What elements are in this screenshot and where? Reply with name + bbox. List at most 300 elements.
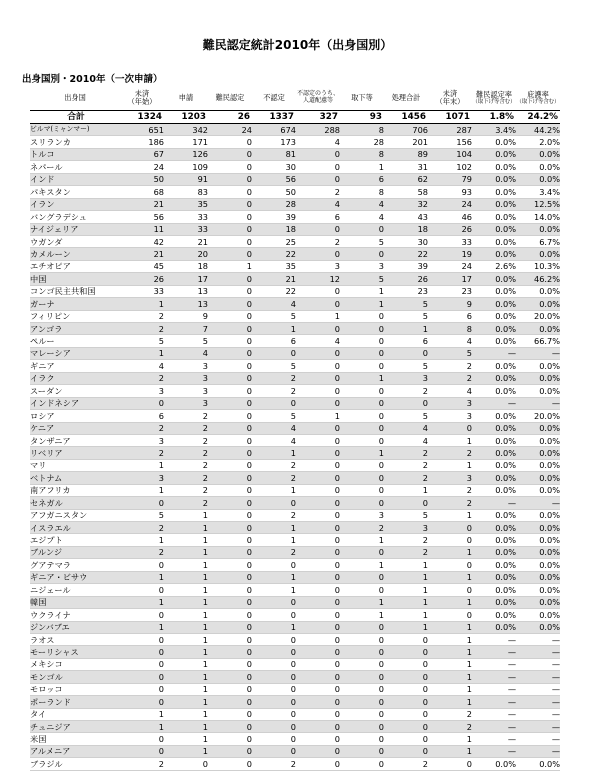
table-cell: 0 <box>208 198 252 210</box>
table-row <box>30 372 560 384</box>
table-cell: 2 <box>252 758 296 770</box>
table-cell: 0.0% <box>472 173 516 185</box>
table-cell: 0 <box>296 397 340 409</box>
table-cell: 5 <box>164 335 208 347</box>
table-cell: 0 <box>208 497 252 509</box>
table-cell: 2 <box>120 310 164 322</box>
table-row <box>30 459 560 471</box>
table-cell: 0.0% <box>472 534 516 546</box>
table-cell: 0.0% <box>472 223 516 235</box>
table-cell: 0 <box>252 745 296 757</box>
table-row <box>30 136 560 148</box>
table-cell: 1 <box>252 522 296 534</box>
table-cell: 0.0% <box>472 522 516 534</box>
table-cell: 2 <box>296 235 340 247</box>
country-name: マレーシア <box>30 347 120 359</box>
table-cell: — <box>516 671 560 683</box>
table-cell: 109 <box>164 161 208 173</box>
table-cell: 2 <box>384 546 428 558</box>
table-cell: 0 <box>340 584 384 596</box>
table-cell: 0 <box>252 596 296 608</box>
table-cell: 2 <box>384 472 428 484</box>
table-cell: 13 <box>164 285 208 297</box>
header-recognition-rate-note: （取下げ等含む） <box>472 99 516 106</box>
table-cell: 0.0% <box>516 559 560 571</box>
table-cell: 5 <box>384 310 428 322</box>
table-cell: 0 <box>296 447 340 459</box>
table-cell: 0 <box>384 347 428 359</box>
country-name: モンゴル <box>30 671 120 683</box>
table-cell: 0 <box>296 497 340 509</box>
table-cell: 1 <box>164 509 208 521</box>
table-cell: 1 <box>120 721 164 733</box>
table-cell: 0 <box>340 658 384 670</box>
table-cell: — <box>472 671 516 683</box>
table-cell: 0.0% <box>516 323 560 335</box>
table-cell: 1 <box>296 410 340 422</box>
table-cell: 39 <box>384 260 428 272</box>
table-cell: — <box>472 721 516 733</box>
table-cell: 0 <box>208 186 252 198</box>
table-row <box>30 248 560 260</box>
table-row <box>30 484 560 496</box>
table-cell: 0 <box>208 522 252 534</box>
table-cell: 0.0% <box>472 758 516 770</box>
country-name: セネガル <box>30 497 120 509</box>
table-cell: 1 <box>120 484 164 496</box>
table-cell: 0.0% <box>516 372 560 384</box>
table-cell: 0 <box>296 745 340 757</box>
table-cell: 0 <box>296 323 340 335</box>
table-cell: 6 <box>252 335 296 347</box>
table-cell: 46 <box>428 211 472 223</box>
table-cell: 3 <box>164 385 208 397</box>
table-cell: 0.0% <box>472 235 516 247</box>
table-cell: 0.0% <box>516 758 560 770</box>
table-cell: 2 <box>164 459 208 471</box>
table-cell: 0 <box>252 397 296 409</box>
table-cell: — <box>472 646 516 658</box>
country-name: エジプト <box>30 534 120 546</box>
table-cell: 1 <box>428 434 472 446</box>
table-cell: 0 <box>252 497 296 509</box>
table-cell: 7 <box>164 323 208 335</box>
table-row <box>30 596 560 608</box>
table-cell: 1 <box>252 571 296 583</box>
table-cell: 0 <box>340 248 384 260</box>
country-name: アルメニア <box>30 745 120 757</box>
table-cell: 0 <box>252 559 296 571</box>
total-label: 合計 <box>30 111 120 124</box>
table-row <box>30 385 560 397</box>
country-name: ギニア <box>30 360 120 372</box>
table-cell: 1 <box>120 459 164 471</box>
table-cell: 4 <box>252 422 296 434</box>
table-cell: 0 <box>208 397 252 409</box>
table-cell: 1 <box>340 285 384 297</box>
table-cell: 0 <box>208 161 252 173</box>
table-cell: 56 <box>252 173 296 185</box>
total-cell: 327 <box>296 111 340 124</box>
table-cell: 11 <box>120 223 164 235</box>
table-row <box>30 758 560 770</box>
table-row <box>30 571 560 583</box>
table-cell: 0 <box>208 609 252 621</box>
table-row <box>30 211 560 223</box>
table-cell: 3 <box>428 472 472 484</box>
country-name: ニジェール <box>30 584 120 596</box>
table-cell: 1 <box>340 609 384 621</box>
total-cell: 93 <box>340 111 384 124</box>
table-cell: 1 <box>340 447 384 459</box>
table-cell: 2 <box>384 534 428 546</box>
country-name: ケニア <box>30 422 120 434</box>
table-cell: 0 <box>208 136 252 148</box>
table-cell: 0 <box>340 422 384 434</box>
table-cell: 0 <box>340 646 384 658</box>
table-cell: 0 <box>384 708 428 720</box>
table-cell: 0 <box>120 584 164 596</box>
table-cell: 4 <box>120 360 164 372</box>
country-name: ベトナム <box>30 472 120 484</box>
table-cell: 0 <box>340 360 384 372</box>
country-name: ウガンダ <box>30 235 120 247</box>
table-cell: 0.0% <box>472 584 516 596</box>
table-cell: 0.0% <box>472 148 516 160</box>
table-row <box>30 360 560 372</box>
table-cell: 0 <box>208 285 252 297</box>
table-cell: 1 <box>428 546 472 558</box>
table-cell: 10.3% <box>516 260 560 272</box>
table-cell: 6 <box>120 410 164 422</box>
table-cell: 0 <box>208 733 252 745</box>
table-cell: 0.0% <box>516 472 560 484</box>
table-cell: 21 <box>252 273 296 285</box>
header-pending-end: 未済 （年末） <box>428 86 472 111</box>
country-name: タイ <box>30 708 120 720</box>
table-cell: 0 <box>296 596 340 608</box>
table-cell: 24 <box>428 198 472 210</box>
table-row <box>30 198 560 210</box>
table-cell: 1 <box>384 323 428 335</box>
table-cell: 0 <box>208 298 252 310</box>
table-cell: 0 <box>208 633 252 645</box>
table-row <box>30 584 560 596</box>
table-cell: 0 <box>208 148 252 160</box>
table-row <box>30 397 560 409</box>
table-cell: 0 <box>340 683 384 695</box>
table-row <box>30 671 560 683</box>
table-cell: 0 <box>120 683 164 695</box>
table-cell: 0 <box>208 484 252 496</box>
table-row <box>30 335 560 347</box>
country-name: コンゴ民主共和国 <box>30 285 120 297</box>
table-cell: 2 <box>252 509 296 521</box>
table-cell: 1 <box>252 484 296 496</box>
table-cell: 2 <box>164 447 208 459</box>
table-cell: 0 <box>340 733 384 745</box>
table-cell: 2 <box>428 360 472 372</box>
country-name: フィリピン <box>30 310 120 322</box>
page-title: 難民認定統計2010年（出身国別） <box>202 38 393 52</box>
table-cell: 1 <box>252 534 296 546</box>
table-cell: 0.0% <box>516 434 560 446</box>
table-cell: 0 <box>296 522 340 534</box>
table-cell: 0.0% <box>472 248 516 260</box>
total-cell: 1.8% <box>472 111 516 124</box>
table-cell: 0.0% <box>472 410 516 422</box>
table-row <box>30 410 560 422</box>
table-cell: 46.2% <box>516 273 560 285</box>
table-cell: 0 <box>208 708 252 720</box>
table-row <box>30 534 560 546</box>
table-cell: 0.0% <box>516 609 560 621</box>
table-cell: 0 <box>208 434 252 446</box>
country-name: ブルンジ <box>30 546 120 558</box>
table-row <box>30 509 560 521</box>
table-cell: 1 <box>164 696 208 708</box>
table-cell: 0 <box>208 410 252 422</box>
table-cell: 2 <box>164 484 208 496</box>
table-cell: 0 <box>208 459 252 471</box>
table-cell: 8 <box>340 186 384 198</box>
table-cell: 0.0% <box>516 248 560 260</box>
table-cell: 25 <box>252 235 296 247</box>
table-cell: 2 <box>120 546 164 558</box>
table-cell: 0.0% <box>472 385 516 397</box>
table-row <box>30 708 560 720</box>
table-cell: 0 <box>384 733 428 745</box>
table-cell: 56 <box>120 211 164 223</box>
table-row <box>30 434 560 446</box>
header-applications: 申請 <box>164 86 208 111</box>
table-cell: 0 <box>252 671 296 683</box>
table-row <box>30 633 560 645</box>
table-cell: 1 <box>252 584 296 596</box>
table-cell: 0.0% <box>472 298 516 310</box>
country-name: エチオピア <box>30 260 120 272</box>
table-cell: 2.0% <box>516 136 560 148</box>
table-cell: 1 <box>120 347 164 359</box>
header-row <box>30 86 560 111</box>
table-cell: 0 <box>208 596 252 608</box>
total-row <box>30 111 560 124</box>
table-cell: 2 <box>384 385 428 397</box>
table-cell: 0 <box>384 497 428 509</box>
table-row <box>30 621 560 633</box>
table-cell: 0 <box>208 323 252 335</box>
table-cell: 0.0% <box>472 509 516 521</box>
table-cell: 3 <box>340 260 384 272</box>
table-cell: — <box>472 397 516 409</box>
table-row <box>30 161 560 173</box>
table-cell: 2 <box>164 472 208 484</box>
table-cell: 1 <box>164 609 208 621</box>
table-cell: 674 <box>252 124 296 136</box>
table-cell: 0 <box>252 658 296 670</box>
table-cell: 0.0% <box>472 459 516 471</box>
table-cell: 0 <box>208 360 252 372</box>
table-cell: 1 <box>384 571 428 583</box>
table-cell: 45 <box>120 260 164 272</box>
header-recognition-rate-label: 難民認定率 <box>476 89 512 99</box>
table-cell: 0 <box>384 696 428 708</box>
total-cell: 1456 <box>384 111 428 124</box>
table-cell: 0 <box>208 223 252 235</box>
table-cell: 0.0% <box>516 584 560 596</box>
table-cell: — <box>516 658 560 670</box>
table-cell: 5 <box>340 235 384 247</box>
table-cell: 1 <box>428 745 472 757</box>
table-cell: 0.0% <box>472 136 516 148</box>
table-cell: 0.0% <box>516 522 560 534</box>
table-cell: 81 <box>252 148 296 160</box>
table-cell: 26 <box>428 223 472 235</box>
table-cell: 0 <box>208 248 252 260</box>
table-cell: 19 <box>428 248 472 260</box>
header-not-recognized: 不認定 <box>252 86 296 111</box>
table-cell: 4 <box>340 211 384 223</box>
table-cell: 0 <box>208 509 252 521</box>
country-name: インドネシア <box>30 397 120 409</box>
table-cell: 0 <box>340 347 384 359</box>
table-cell: 156 <box>428 136 472 148</box>
table-cell: 0.0% <box>472 472 516 484</box>
table-cell: 21 <box>120 198 164 210</box>
table-cell: 1 <box>428 621 472 633</box>
table-cell: 0 <box>252 609 296 621</box>
table-cell: 0 <box>340 758 384 770</box>
country-name: ナイジェリア <box>30 223 120 235</box>
table-row <box>30 658 560 670</box>
table-cell: 21 <box>120 248 164 260</box>
table-cell: 1 <box>428 733 472 745</box>
table-cell: 0.0% <box>516 484 560 496</box>
table-cell: 0 <box>296 721 340 733</box>
table-cell: 2 <box>164 410 208 422</box>
table-cell: — <box>516 733 560 745</box>
table-cell: 0 <box>208 721 252 733</box>
table-cell: 3 <box>384 372 428 384</box>
table-cell: 1 <box>384 484 428 496</box>
country-name: グアテマラ <box>30 559 120 571</box>
table-cell: 1 <box>120 298 164 310</box>
table-cell: 2 <box>428 447 472 459</box>
table-cell: 0.0% <box>472 621 516 633</box>
table-cell: 35 <box>164 198 208 210</box>
table-cell: 18 <box>384 223 428 235</box>
table-cell: 0 <box>252 721 296 733</box>
country-name: アンゴラ <box>30 323 120 335</box>
table-cell: 33 <box>428 235 472 247</box>
header-recognition-rate <box>472 86 516 111</box>
table-cell: 0 <box>296 621 340 633</box>
table-cell: 4 <box>340 198 384 210</box>
table-cell: 0 <box>252 646 296 658</box>
table-cell: 0 <box>428 584 472 596</box>
country-name: アフガニスタン <box>30 509 120 521</box>
table-cell: 1 <box>428 509 472 521</box>
table-cell: 1 <box>164 596 208 608</box>
table-cell: 4 <box>296 198 340 210</box>
table-cell: 2 <box>252 546 296 558</box>
table-cell: 1 <box>428 658 472 670</box>
table-cell: 0.0% <box>472 273 516 285</box>
table-cell: 26 <box>120 273 164 285</box>
table-cell: 89 <box>384 148 428 160</box>
table-row <box>30 721 560 733</box>
table-cell: 1 <box>164 584 208 596</box>
table-cell: 1 <box>428 633 472 645</box>
table-cell: 4 <box>296 335 340 347</box>
table-cell: 0 <box>120 646 164 658</box>
table-cell: 0 <box>208 745 252 757</box>
table-cell: 0.0% <box>516 385 560 397</box>
country-name: ロシア <box>30 410 120 422</box>
table-row <box>30 745 560 757</box>
table-cell: 4 <box>428 335 472 347</box>
table-row <box>30 646 560 658</box>
table-cell: 5 <box>428 347 472 359</box>
table-cell: 0 <box>252 696 296 708</box>
table-cell: 0 <box>252 683 296 695</box>
table-cell: 0 <box>296 658 340 670</box>
table-cell: 0 <box>208 385 252 397</box>
table-cell: 0.0% <box>472 161 516 173</box>
table-cell: 3 <box>164 372 208 384</box>
table-cell: 2 <box>120 447 164 459</box>
total-cell: 26 <box>208 111 252 124</box>
table-cell: 0.0% <box>472 596 516 608</box>
table-cell: 0 <box>296 248 340 260</box>
country-name: イラン <box>30 198 120 210</box>
table-cell: 4 <box>428 385 472 397</box>
table-cell: 0.0% <box>472 360 516 372</box>
table-row <box>30 559 560 571</box>
table-cell: 0 <box>296 472 340 484</box>
header-protection-rate-note: （取下げ等含む） <box>516 99 560 106</box>
table-cell: 5 <box>384 360 428 372</box>
table-cell: 1 <box>164 646 208 658</box>
table-cell: 0 <box>120 633 164 645</box>
table-cell: 1 <box>164 683 208 695</box>
table-cell: 24 <box>208 124 252 136</box>
table-cell: 0 <box>384 646 428 658</box>
table-cell: 0.0% <box>472 571 516 583</box>
table-cell: 0 <box>296 434 340 446</box>
table-row <box>30 124 560 136</box>
table-cell: 5 <box>120 335 164 347</box>
table-cell: 30 <box>252 161 296 173</box>
table-cell: 0 <box>208 372 252 384</box>
table-cell: 43 <box>384 211 428 223</box>
table-row <box>30 148 560 160</box>
table-cell: 18 <box>164 260 208 272</box>
table-cell: 0 <box>340 696 384 708</box>
table-cell: 9 <box>164 310 208 322</box>
table-cell: — <box>516 708 560 720</box>
table-cell: 0.0% <box>516 571 560 583</box>
table-cell: 1 <box>428 571 472 583</box>
table-cell: 0.0% <box>516 596 560 608</box>
table-cell: 0 <box>428 609 472 621</box>
table-cell: 0 <box>252 708 296 720</box>
table-cell: 0.0% <box>516 459 560 471</box>
country-name: タンザニア <box>30 434 120 446</box>
table-cell: 6 <box>340 173 384 185</box>
table-cell: 1 <box>340 534 384 546</box>
table-cell: 0 <box>296 385 340 397</box>
